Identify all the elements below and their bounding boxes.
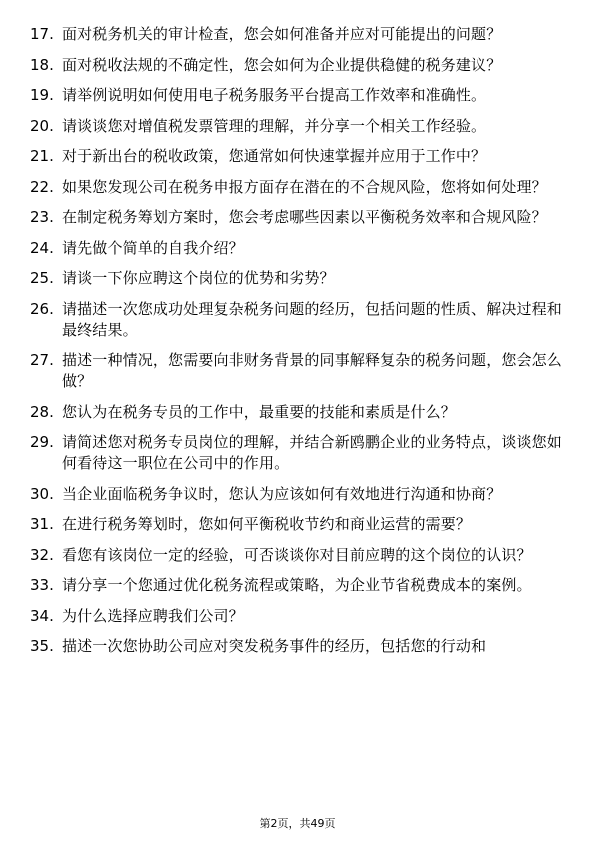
question-text: 请举例说明如何使用电子税务服务平台提高工作效率和准确性。 [62, 86, 487, 104]
question-number: 17. [30, 25, 54, 43]
question-item [30, 432, 570, 474]
question-number: 35. [30, 637, 54, 655]
question-number: 26. [30, 299, 54, 318]
question-item [30, 636, 570, 657]
question-number: 31. [30, 515, 54, 533]
question-text: 看您有该岗位一定的经验，可否谈谈你对目前应聘的这个岗位的认识？ [62, 545, 532, 564]
question-text: 请先做个简单的自我介绍？ [62, 238, 244, 257]
question-text: 当企业面临税务争议时，您认为应该如何有效地进行沟通和协商？ [62, 484, 502, 503]
question-number: 22. [30, 177, 54, 196]
question-number: 19. [30, 86, 54, 104]
question-item [30, 402, 570, 423]
question-item [30, 299, 570, 341]
question-text: 在制定税务筹划方案时，您会考虑哪些因素以平衡税务效率和合规风险？ [62, 208, 547, 226]
question-item [30, 207, 570, 228]
question-item [30, 24, 570, 45]
question-number: 34. [30, 606, 54, 625]
question-item [30, 606, 570, 627]
question-number: 27. [30, 351, 54, 369]
question-item [30, 55, 570, 76]
page-footer: 第2页，共49页 [259, 817, 336, 830]
question-text: 请简述您对税务专员岗位的理解，并结合新鸥鹏企业的业务特点，谈谈您如何看待这一职位在公司中的作用。 [62, 433, 562, 472]
question-text: 描述一次您协助公司应对突发税务事件的经历，包括您的行动和 [62, 637, 487, 655]
question-item [30, 350, 570, 392]
question-item [30, 146, 570, 167]
question-item [30, 177, 570, 198]
question-number: 20. [30, 116, 54, 135]
question-text: 请谈谈您对增值税发票管理的理解，并分享一个相关工作经验。 [62, 116, 487, 135]
question-number: 29. [30, 433, 54, 451]
question-item [30, 238, 570, 259]
question-list [30, 24, 570, 667]
question-item [30, 575, 570, 596]
question-number: 33. [30, 576, 54, 594]
question-number: 28. [30, 402, 54, 421]
question-item [30, 514, 570, 535]
question-text: 在进行税务筹划时，您如何平衡税收节约和商业运营的需要？ [62, 515, 472, 533]
question-number: 30. [30, 484, 54, 503]
question-item [30, 268, 570, 289]
question-number: 24. [30, 238, 54, 257]
question-item [30, 484, 570, 505]
question-text: 为什么选择应聘我们公司？ [62, 606, 244, 625]
question-text: 面对税务机关的审计检查，您会如何准备并应对可能提出的问题？ [62, 25, 502, 43]
question-item [30, 545, 570, 566]
question-text: 请谈一下你应聘这个岗位的优势和劣势？ [62, 269, 335, 287]
question-number: 18. [30, 55, 54, 74]
question-text: 对于新出台的税收政策，您通常如何快速掌握并应用于工作中？ [62, 147, 487, 165]
question-number: 32. [30, 545, 54, 564]
question-number: 25. [30, 269, 54, 287]
question-text: 您认为在税务专员的工作中，最重要的技能和素质是什么？ [62, 402, 456, 421]
question-number: 23. [30, 208, 54, 226]
question-text: 如果您发现公司在税务申报方面存在潜在的不合规风险，您将如何处理？ [62, 177, 547, 196]
question-text: 描述一种情况，您需要向非财务背景的同事解释复杂的税务问题，您会怎么做？ [62, 351, 562, 390]
question-text: 请描述一次您成功处理复杂税务问题的经历，包括问题的性质、解决过程和最终结果。 [62, 299, 562, 339]
question-text: 面对税收法规的不确定性，您会如何为企业提供稳健的税务建议？ [62, 55, 502, 74]
question-item [30, 85, 570, 106]
question-item [30, 116, 570, 137]
question-number: 21. [30, 147, 54, 165]
question-text: 请分享一个您通过优化税务流程或策略，为企业节省税费成本的案例。 [62, 576, 532, 594]
